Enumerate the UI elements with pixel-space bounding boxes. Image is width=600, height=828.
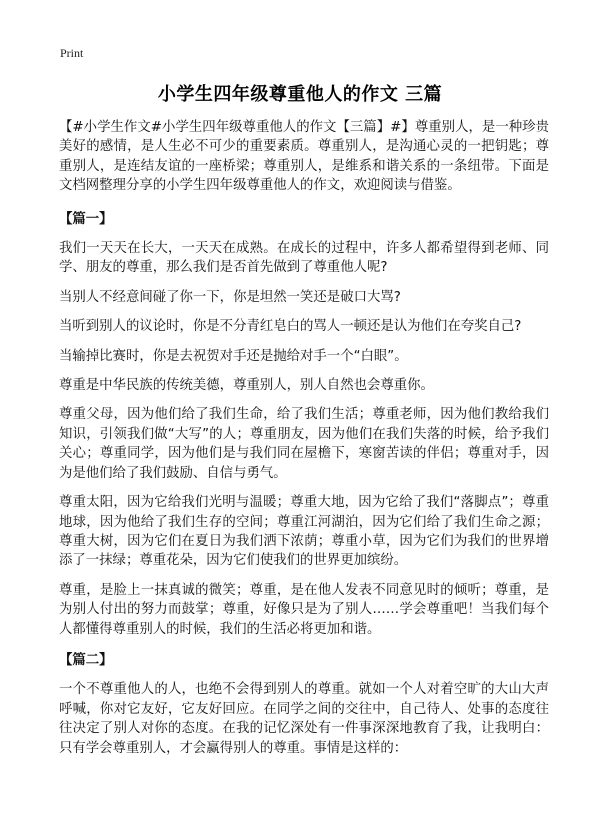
article-body <box>59 118 549 758</box>
paragraph: 尊重，是脸上一抹真诚的微笑；尊重，是在他人发表不同意见时的倾听；尊重，是为别人付出的努力而鼓掌；尊重，好像只是为了别人……学会尊重吧！当我们每个人都懂得尊重别人的时候，我们的生活必将更加和谐。 <box>59 582 549 637</box>
intro-paragraph: 【#小学生作文#小学生四年级尊重他人的作文【三篇】#】尊重别人，是一种珍贵美好的感情，是人生必不可少的重要素质。尊重别人，是沟通心灵的一把钥匙；尊重别人，是连结友谊的一座桥梁；尊重别人，是维系和谐关系的一条纽带。下面是文档网整理分享的小学生四年级尊重他人的作文，欢迎阅读与借鉴。 <box>59 120 549 194</box>
paragraph: 当听到别人的议论时，你是不分青红皂白的骂人一顿还是认为他们在夸奖自己? <box>59 319 522 335</box>
paragraph: 尊重父母，因为他们给了我们生命，给了我们生活；尊重老师，因为他们教给我们知识，引领我们做“大写”的人；尊重朋友，因为他们在我们失落的时候，给予我们关心；尊重同学，因为他们是与我们同在屋檐下，寒窗苦读的伴侣；尊重对手，因为是他们给了我们鼓励、自信与勇气。 <box>59 407 549 481</box>
paragraph: 一个不尊重他人的人，也绝不会得到别人的尊重。就如一个人对着空旷的大山大声呼喊，你对它友好，它友好回应。在同学之间的交往中，自己待人、处事的态度往往决定了别人对你的态度。在我的记忆深处有一件事深深地教育了我，让我明白：只有学会尊重别人，才会赢得别人的尊重。事情是这样的： <box>59 682 549 756</box>
page-title: 小学生四年级尊重他人的作文 三篇 <box>157 84 443 105</box>
section-heading-2: 【篇二】 <box>59 652 113 668</box>
paragraph: 当输掉比赛时，你是去祝贺对手还是抛给对手一个“白眼”。 <box>59 348 408 364</box>
paragraph: 当别人不经意间碰了你一下，你是坦然一笑还是破口大骂? <box>59 289 401 305</box>
paragraph: 我们一天天在长大，一天天在成熟。在成长的过程中，许多人都希望得到老师、同学、朋友的尊重，那么我们是否首先做到了尊重他人呢? <box>59 241 549 276</box>
paragraph: 尊重太阳，因为它给我们光明与温暖；尊重大地，因为它给了我们“落脚点”；尊重地球，因为他给了我们生存的空间；尊重江河湖泊，因为它们给了我们生命之源；尊重大树，因为它们在夏日为我们洒下浓荫；尊重小草，因为它们为我们的世界增添了一抹绿；尊重花朵，因为它们使我们的世界更加缤纷。 <box>59 495 549 569</box>
print-link[interactable]: Print <box>60 46 84 60</box>
paragraph: 尊重是中华民族的传统美德，尊重别人，别人自然也会尊重你。 <box>59 378 434 394</box>
section-heading-1: 【篇一】 <box>59 211 113 227</box>
